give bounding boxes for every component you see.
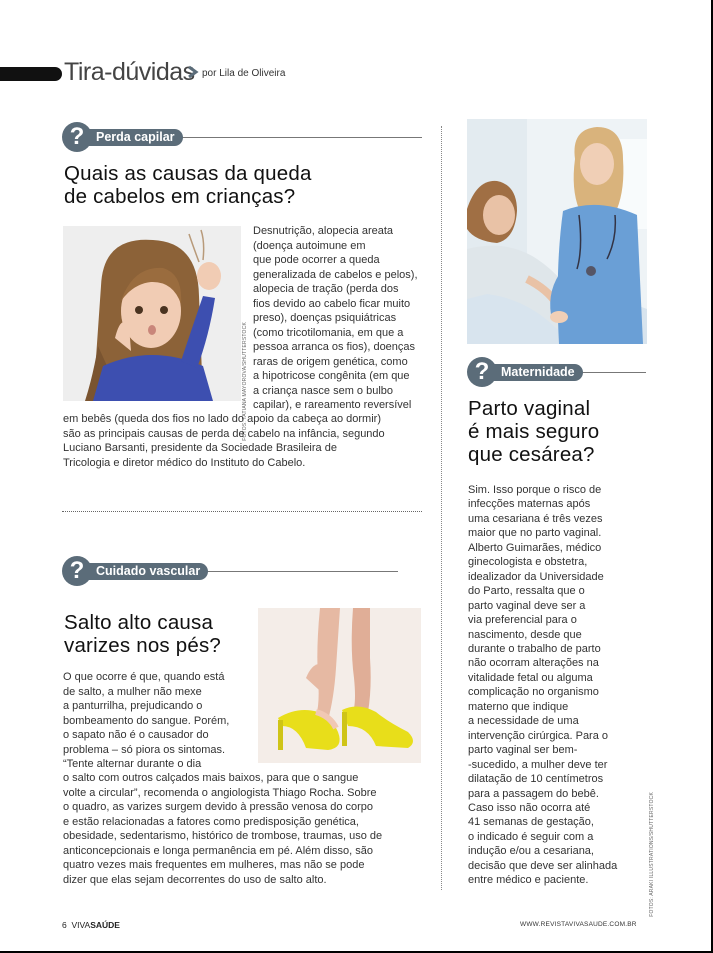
body-line: o quadro, as varizes surgem devido à pressão venosa do corpo xyxy=(63,801,374,813)
title-line: varizes nos pés? xyxy=(64,634,222,657)
body-line: do Parto, ressalta que o xyxy=(468,585,585,598)
body-line: idealizador da Universidade xyxy=(468,570,604,583)
body-line: anticoncepcionais e longa permanência em pé. Além disso, são xyxy=(63,844,374,857)
body-line: Caso isso não ocorra até xyxy=(468,801,591,814)
body-line: o indicado é seguir com a xyxy=(468,830,594,843)
magazine-url: WWW.REVISTAVIVASAUDE.COM.BR xyxy=(520,921,637,928)
body-line: parto vaginal ser bem- xyxy=(468,744,578,757)
body-line: obesidade, sedentarismo, histórico de trombose, traumas, uso de xyxy=(63,830,383,842)
body-line: bombeamento do sangue. Porém, xyxy=(63,714,230,727)
title-line: Parto vaginal xyxy=(468,397,591,420)
body-line: a hipotricose congênita (em que xyxy=(253,370,410,382)
body-line: via preferencial para o xyxy=(468,614,577,627)
body-line: a criança nasce sem o bulbo xyxy=(253,384,394,397)
body-line: não ocorram alterações na xyxy=(468,657,599,670)
category-label: Cuidado vascular xyxy=(76,563,208,580)
title-line: Salto alto causa xyxy=(64,611,214,634)
article-body xyxy=(468,483,643,888)
body-line: parto vaginal deve ser a xyxy=(468,599,586,612)
body-line: decisão que deve ser alinhada xyxy=(468,859,618,872)
title-line: de cabelos em crianças? xyxy=(64,185,296,208)
question-mark-icon: ? xyxy=(62,122,92,152)
author-byline: por Lila de Oliveira xyxy=(202,68,286,79)
body-line: durante o trabalho de parto xyxy=(468,642,601,655)
body-line: e estão relacionadas a fatores como predisposição genética, xyxy=(63,815,359,828)
body-line: problema – só piora os sintomas. xyxy=(63,743,226,756)
page-number: 6 xyxy=(62,920,67,930)
body-line: complicação no organismo xyxy=(468,686,599,699)
high-heels-photo xyxy=(258,608,421,763)
magazine-name: VIVA xyxy=(71,920,91,930)
body-line: generalizada de cabelos e pelos), xyxy=(253,268,418,281)
body-line: dilatação de 10 centímetros xyxy=(468,773,604,786)
page-footer xyxy=(62,920,120,930)
category-badge xyxy=(62,123,183,151)
body-line: entre médico e paciente. xyxy=(468,874,589,887)
article-title xyxy=(64,162,312,208)
body-line: Tricologia e diretor médico do Instituto do Cabelo. xyxy=(63,456,306,469)
article-body-wide xyxy=(63,412,428,470)
body-line: uma cesariana é três vezes xyxy=(468,512,603,525)
title-line: é mais seguro xyxy=(468,420,600,443)
body-line: ginecologista e obstetra, xyxy=(468,556,588,569)
body-line: (doença autoimune em xyxy=(253,239,366,252)
body-line: em bebês (queda dos fios no lado do apoio da cabeça ao dormir) xyxy=(63,413,381,425)
body-line: Luciano Barsanti, presidente da Sociedade Brasileira de xyxy=(63,442,337,454)
body-line: -sucedido, a mulher deve ter xyxy=(468,758,608,771)
body-line: Desnutrição, alopecia areata xyxy=(253,225,394,237)
question-mark-icon: ? xyxy=(62,556,92,586)
body-line: infecções maternas após xyxy=(468,498,591,511)
body-line: a necessidade de uma xyxy=(468,715,579,728)
body-line: volte a circular”, recomenda o angiologista Thiago Rocha. Sobre xyxy=(63,786,377,799)
category-badge xyxy=(467,358,583,386)
column-divider xyxy=(441,126,442,890)
body-line: Alberto Guimarães, médico xyxy=(468,541,602,554)
magazine-name-bold: SAÚDE xyxy=(90,920,120,930)
body-line: materno que indique xyxy=(468,700,569,713)
body-line: de salto, a mulher não mexe xyxy=(63,685,202,698)
body-line: preso), doenças psiquiátricas xyxy=(253,312,397,324)
header-bar xyxy=(0,67,62,81)
category-badge xyxy=(62,557,208,585)
body-line: O que ocorre é que, quando está xyxy=(63,671,225,683)
section-divider xyxy=(62,511,422,512)
body-line: Sim. Isso porque o risco de xyxy=(468,484,602,496)
body-line: 41 semanas de gestação, xyxy=(468,816,594,829)
body-line: intervenção cirúrgica. Para o xyxy=(468,729,609,742)
chevron-right-icon xyxy=(186,65,200,79)
article-title xyxy=(468,397,599,466)
body-line: nascimento, desde que xyxy=(468,628,582,641)
title-line: Quais as causas da queda xyxy=(64,162,312,185)
body-line: pessoa arranca os fios), doenças xyxy=(253,341,416,353)
section-title: Tira-dúvidas xyxy=(64,58,195,86)
body-line: vitalidade fetal ou alguma xyxy=(468,671,593,684)
article-title xyxy=(64,611,221,657)
body-line: raras de origem genética, como xyxy=(253,355,408,368)
body-line: são as principais causas de perda de cabelo na infância, segundo xyxy=(63,427,385,440)
body-line: maior que no parto vaginal. xyxy=(468,527,602,540)
child-hair-photo xyxy=(63,226,241,401)
category-label: Perda capilar xyxy=(76,129,183,146)
question-mark-icon: ? xyxy=(467,357,497,387)
body-line: para a passagem do bebê. xyxy=(468,787,599,800)
body-line: “Tente alternar durante o dia xyxy=(63,758,202,770)
body-line: indução e/ou a cesariana, xyxy=(468,845,594,858)
body-line: o salto com outros calçados mais baixos, para que o sangue xyxy=(63,772,359,784)
article-body-wide xyxy=(63,771,428,887)
maternity-photo xyxy=(467,119,647,344)
title-line: que cesárea? xyxy=(468,443,595,466)
body-line: fios devido ao cabelo ficar muito xyxy=(253,297,411,310)
photo-credit: FOTOS: ARAKI ILLUSTRATIONS/SHUTTERSTOCK xyxy=(649,792,655,917)
body-line: capilar), e rareamento reversível xyxy=(253,399,412,411)
article-body-wrap xyxy=(63,670,253,772)
body-line: quatro vezes mais frequentes em mulheres, mas não se pode xyxy=(63,859,365,871)
body-line: que pode ocorrer a queda xyxy=(253,254,380,266)
body-line: dizer que elas sejam decorrentes do uso de salto alto. xyxy=(63,873,327,886)
body-line: o sapato não é o causador do xyxy=(63,729,209,741)
photo-credit: FOTOS: TATIANA MAYOROVA/SHUTTERSTOCK xyxy=(242,322,248,441)
body-line: alopecia de tração (perda dos xyxy=(253,283,399,295)
category-label: Maternidade xyxy=(481,364,583,381)
body-line: a panturrilha, prejudicando o xyxy=(63,700,203,712)
article-body-wrap xyxy=(253,224,428,413)
body-line: (como tricotilomania, em que a xyxy=(253,326,404,339)
